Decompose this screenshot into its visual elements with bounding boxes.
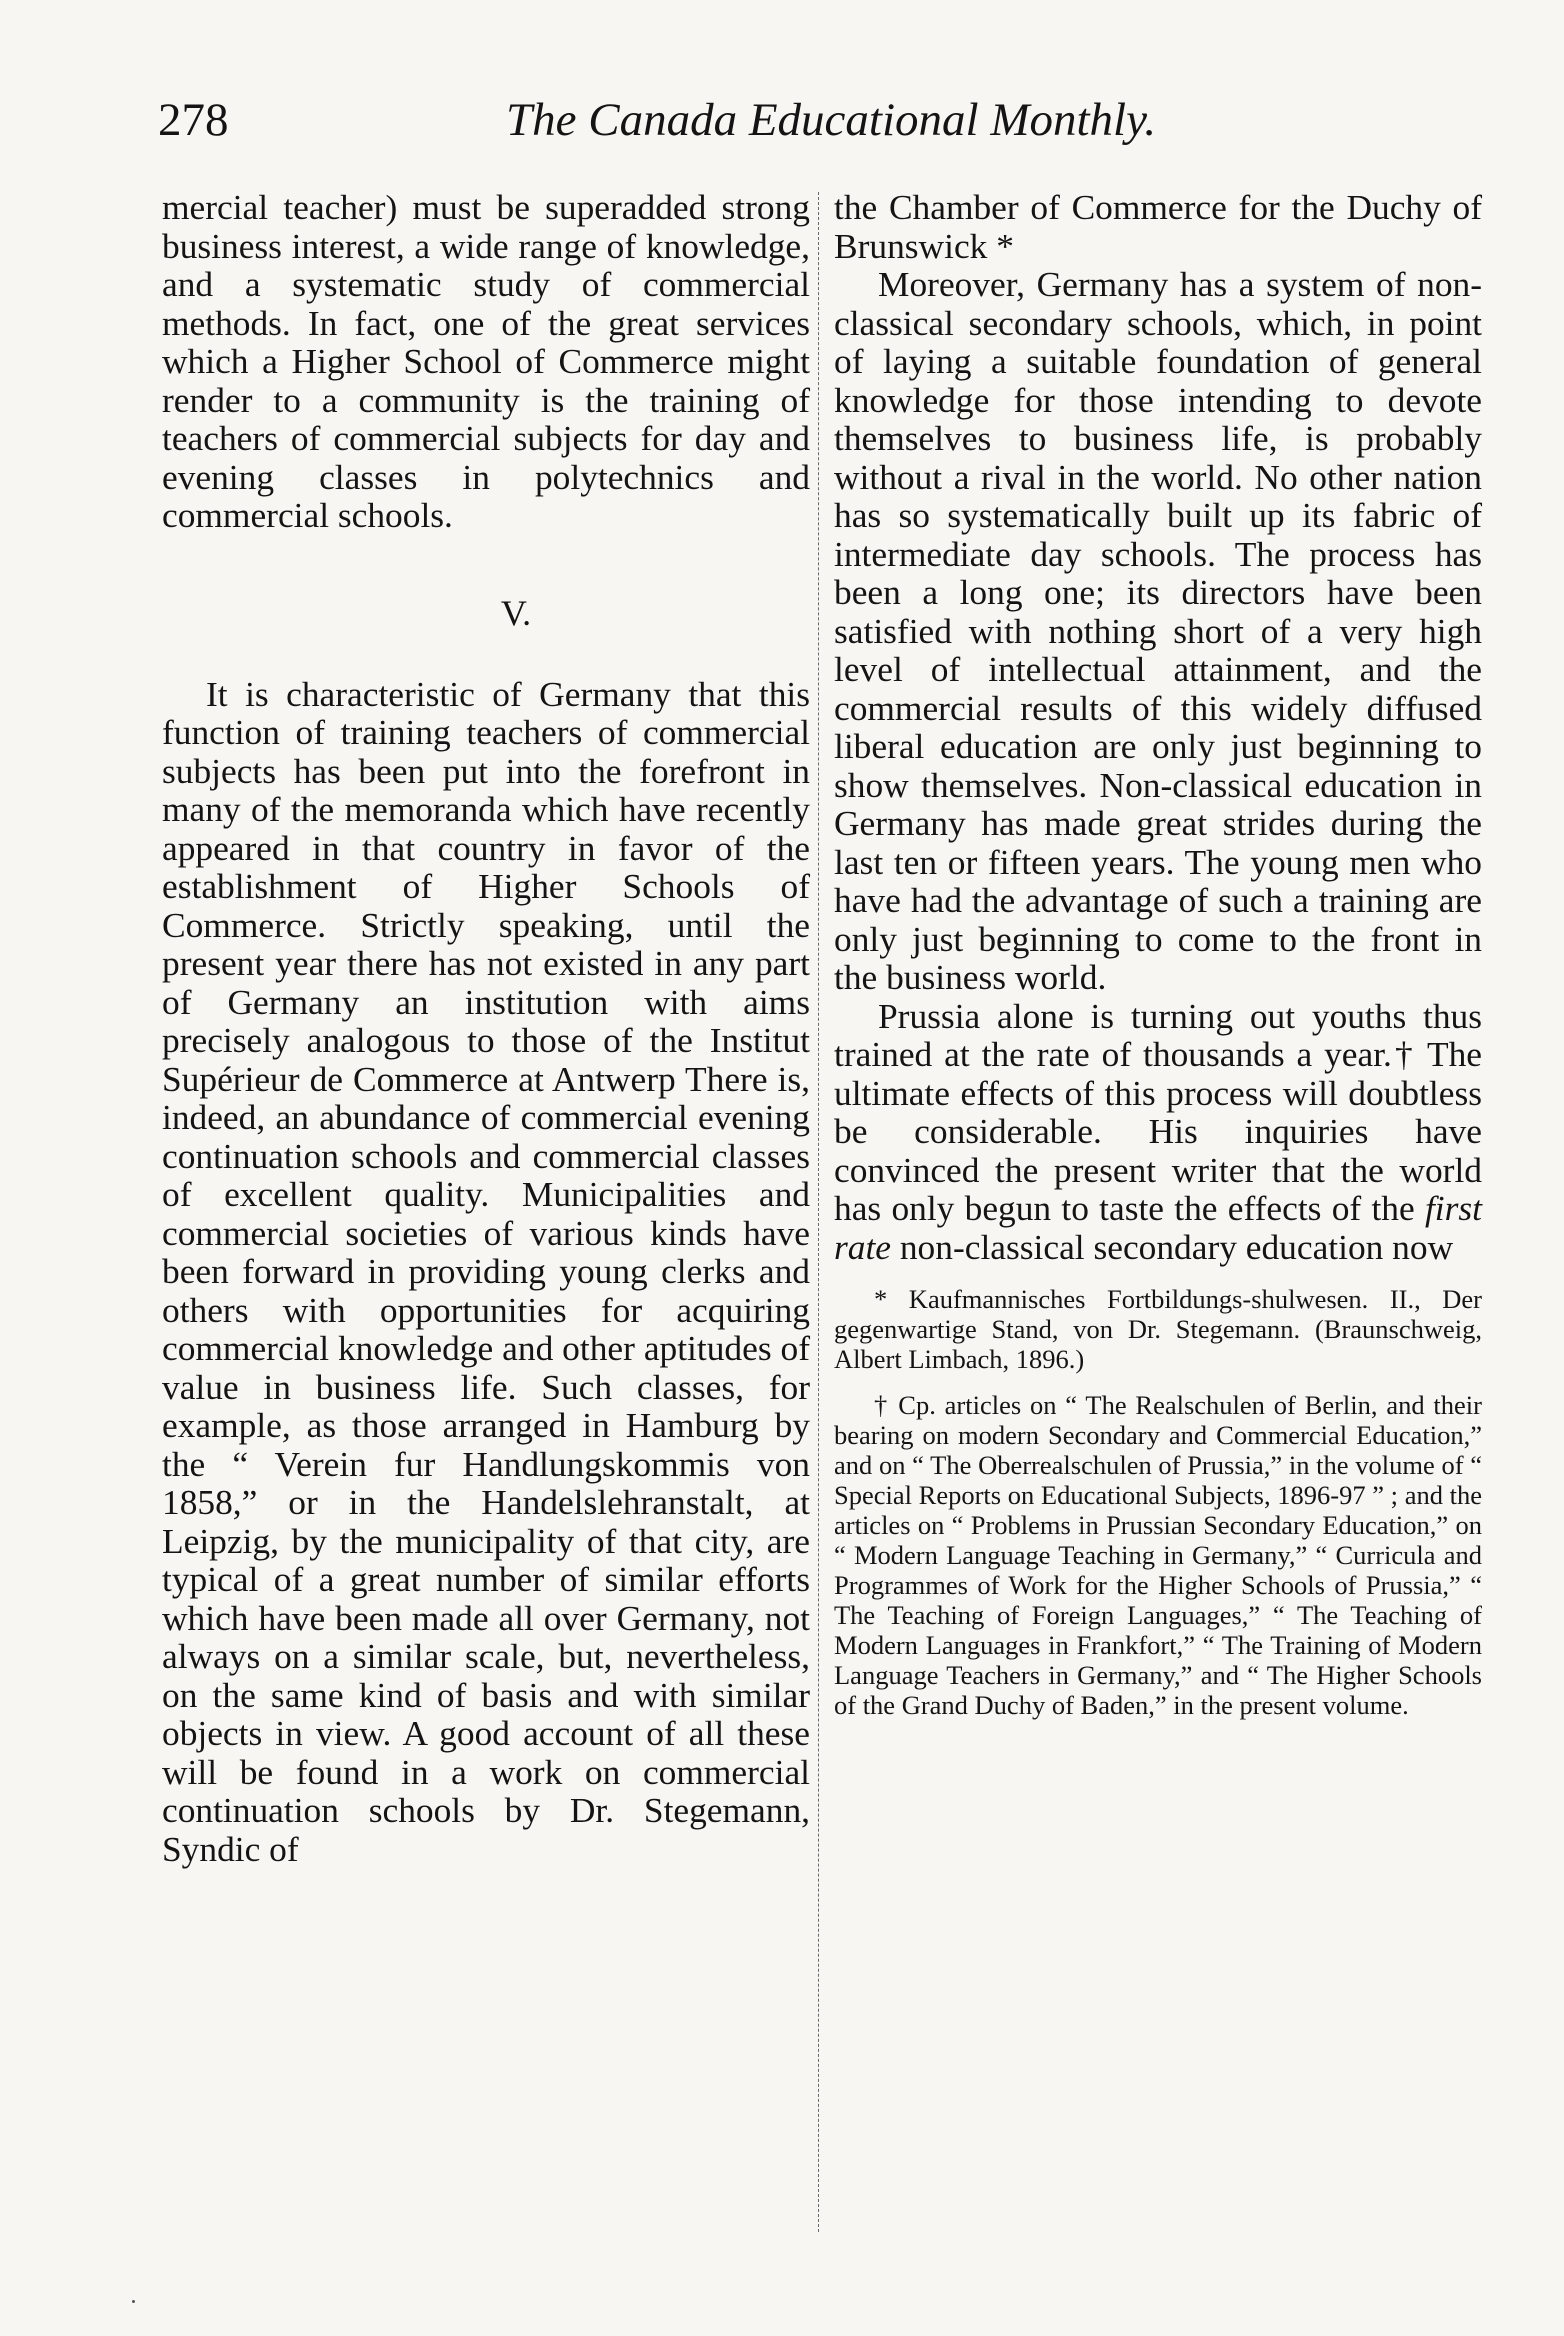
left-paragraph-1: mercial teacher) must be superadded strong business interest, a wide range of knowledge, and a systematic study of commercial methods. In fact, one of the great services which a Higher School of Commerce might render to a community is the training of teachers of commercial subjects for day and evening classes in polytechnics and commercial schools.: [162, 187, 810, 535]
right-paragraph-3-text-a: Prussia alone is turning out youths thus trained at the rate of thousands a year.† The ultimate effects of this process will doubtless be considerable. His inquiries have convinced the present writer that the world has only begun to taste the effects of the: [834, 995, 1482, 1228]
right-column: [834, 188, 1482, 1736]
section-heading: V.: [500, 592, 532, 633]
footnote-2: † Cp. articles on “ The Realschulen of Berlin, and their bearing on modern Secondary and Commercial Education,” and on “ The Oberrealschulen of Prussia,” in the volume of “ Special Reports on Educational Subjects, 1896-97 ” ; and the articles on “ Problems in Prussian Secondary Education,” on “ Modern Language Teaching in Germany,” “ Curricula and Programmes of Work for the Higher Schools of Prussia,” “ The Teaching of Foreign Languages,” “ The Teaching of Modern Languages in Frankfort,” “ The Training of Modern Language Teachers in Germany,” and “ The Higher Schools of the Grand Duchy of Baden,” in the present volume.: [834, 1390, 1482, 1720]
page-number: 278: [158, 94, 229, 146]
right-paragraph-2: Moreover, Germany has a system of non-classical secondary schools, which, in point of laying a suitable foundation of general knowledge for those intending to devote themselves to business life, is probably without a rival in the world. No other nation has so systematically built up its fabric of intermediate day schools. The process has been a long one; its directors have been satisfied with nothing short of a very high level of intellectual attainment, and the commercial results of this widely diffused liberal education are only just beginning to show themselves. Non-classical education in Germany has made great strides during the last ten or fifteen years. The young men who have had the advantage of such a training are only just beginning to come to the front in the business world.: [834, 264, 1482, 997]
right-paragraph-3-italic: first rate: [834, 1188, 1482, 1267]
footnote-1: * Kaufmannisches Fortbildungs-shulwesen. II., Der gegenwartige Stand, von Dr. Stegemann. (Braunschweig, Albert Limbach, 1896.): [834, 1284, 1482, 1374]
print-speck: [132, 2300, 135, 2303]
column-divider: [818, 192, 819, 2232]
left-paragraph-2: It is characteristic of Germany that this function of training teachers of commercial subjects has been put into the forefront in many of the memoranda which have recently appeared in that country in favor of the establishment of Higher Schools of Commerce. Strictly speaking, until the present year there has not existed in any part of Germany an institution with aims precisely analogous to those of the Institut Supérieur de Commerce at Antwerp There is, indeed, an abundance of commercial evening continuation schools and commercial classes of excellent quality. Municipalities and commercial societies of various kinds have been forward in providing young clerks and others with opportunities for acquiring commercial knowledge and other aptitudes of value in business life. Such classes, for example, as those arranged in Hamburg by the “ Verein fur Handlungskommis von 1858,” or in the Handelslehranstalt, at Leipzig, by the municipality of that city, are typical of a great number of similar efforts which have been made all over Germany, not always on a similar scale, but, nevertheless, on the same kind of basis and with similar objects in view. A good account of all these will be found in a work on commercial continuation schools by Dr. Stegemann, Syndic of: [162, 673, 810, 1869]
right-paragraph-3: [834, 997, 1482, 1267]
journal-title: The Canada Educational Monthly.: [506, 94, 1157, 146]
right-paragraph-3-text-b: non-classical secondary education now: [891, 1226, 1454, 1267]
footnotes: [834, 1284, 1482, 1720]
left-column: [162, 188, 810, 1868]
right-paragraph-1: the Chamber of Commerce for the Duchy of Brunswick *: [834, 187, 1482, 266]
